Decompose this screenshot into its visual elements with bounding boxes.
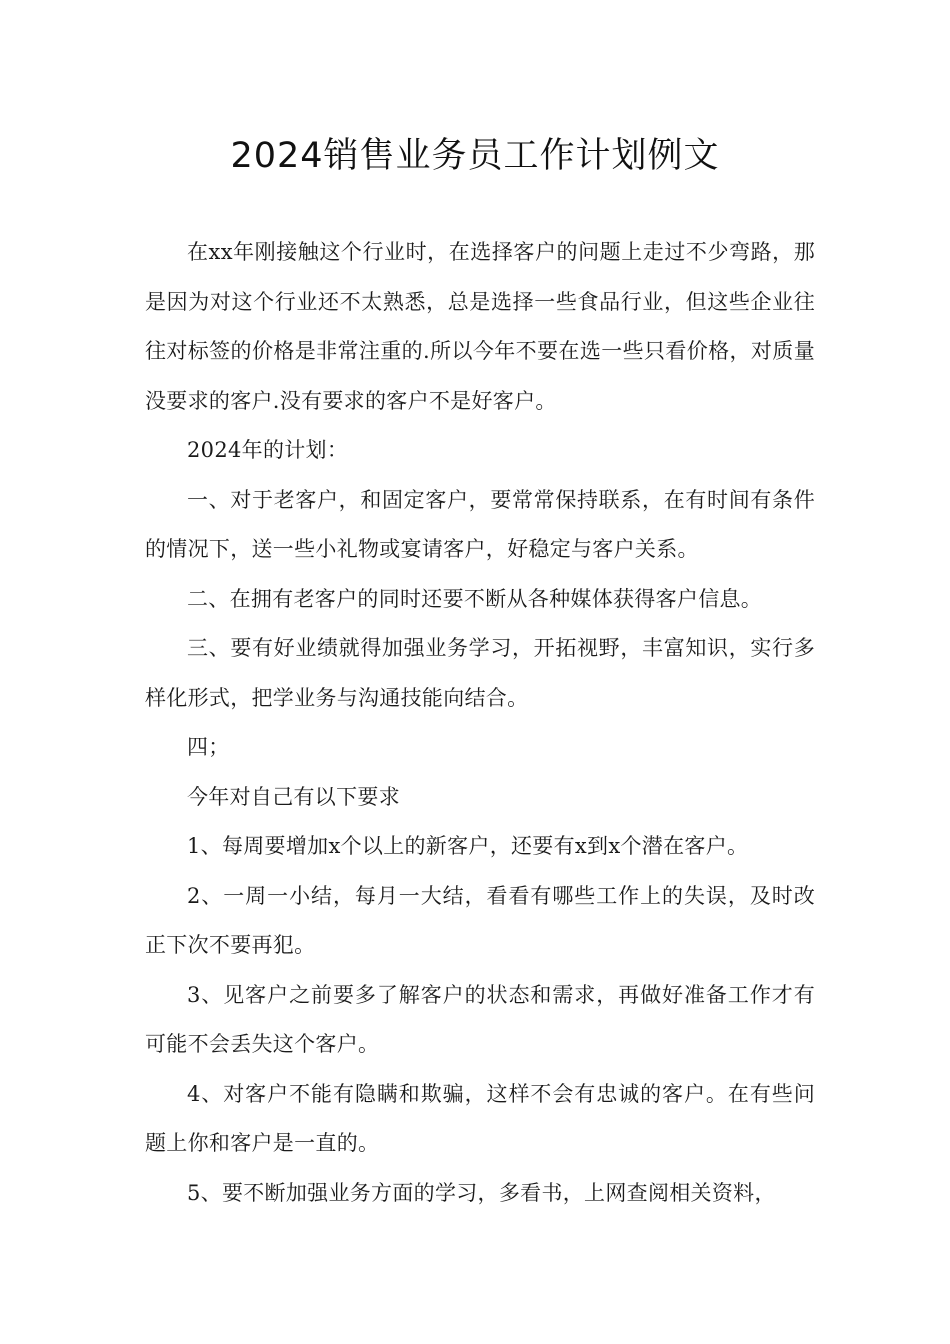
document-body [145,228,815,1218]
paragraph-requirement-3: 3、见客户之前要多了解客户的状态和需求，再做好准备工作才有可能不会丢失这个客户。 [145,982,815,1056]
paragraph-plan-heading: 2024年的计划： [187,438,349,462]
paragraph-item-2: 二、在拥有老客户的同时还要不断从各种媒体获得客户信息。 [187,586,763,611]
paragraph-intro: 在xx年刚接触这个行业时，在选择客户的问题上走过不少弯路，那是因为对这个行业还不太熟悉，总是选择一些食品行业，但这些企业往往对标签的价格是非常注重的.所以今年不要在选一些只看价格，对质量没要求的客户.没有要求的客户不是好客户。 [145,240,815,413]
paragraph-item-3: 三、要有好业绩就得加强业务学习，开拓视野，丰富知识，实行多样化形式，把学业务与沟通技能向结合。 [145,636,815,710]
paragraph-requirements-heading: 今年对自己有以下要求 [187,784,400,809]
document-title: 2024销售业务员工作计划例文 [230,136,720,176]
paragraph-requirement-5: 5、要不断加强业务方面的学习，多看书，上网查阅相关资料， [187,1180,776,1205]
paragraph-requirement-2: 2、一周一小结，每月一大结，看看有哪些工作上的失误，及时改正下次不要再犯。 [145,883,815,957]
paragraph-item-4: 四； [187,735,230,759]
paragraph-requirement-4: 4、对客户不能有隐瞒和欺骗，这样不会有忠诚的客户。在有些问题上你和客户是一直的。 [145,1081,815,1155]
paragraph-item-1: 一、对于老客户，和固定客户，要常常保持联系，在有时间有条件的情况下，送一些小礼物或宴请客户，好稳定与客户关系。 [145,487,815,561]
paragraph-requirement-1: 1、每周要增加x个以上的新客户，还要有x到x个潜在客户。 [187,834,749,858]
